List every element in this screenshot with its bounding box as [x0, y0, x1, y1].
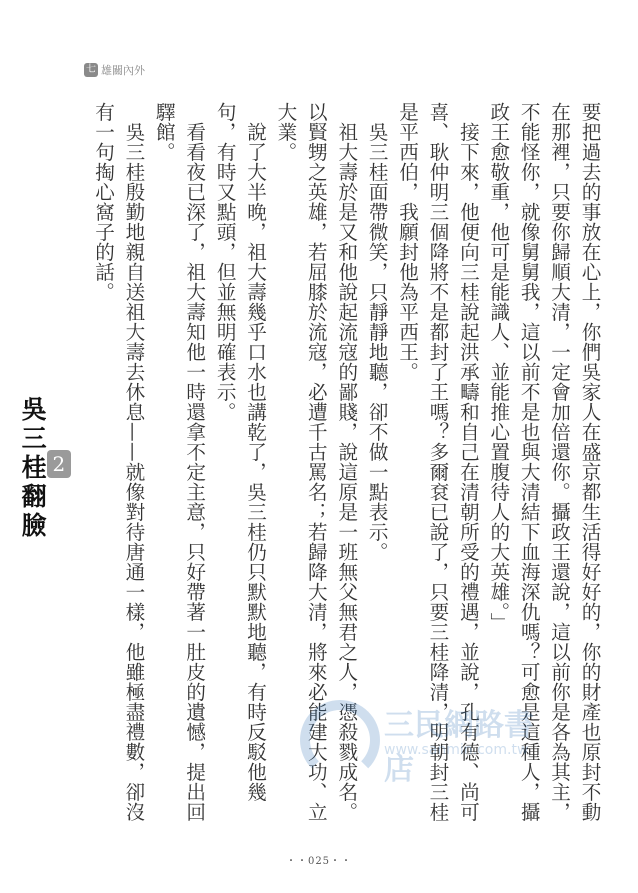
paragraph: 說了大半晚，祖大壽幾乎口水也講乾了，吳三桂仍只默默地聽，有時反駁他幾句，有時又點頭，但並無明確表示。	[213, 102, 267, 802]
paragraph: 要把過去的事放在心上，你們吳家人在盛京都生活得好好的，你的財產也原封不動在那裡，只要你歸順大清，一定會加倍還你。攝政王還說，這以前你是各為其主，不能怪你，就像舅舅我，這以前不是也與大清結下血海深仇嗎？可愈是這種人，攝政王愈敬重，他可是能識人、並能推心置腹待人的大英雄。」	[486, 102, 601, 822]
paragraph: 吳三桂殷勤地親自送祖大壽去休息——就像對待唐通一樣，他雖極盡禮數，卻沒有一句掏心窩子的話。	[91, 102, 145, 822]
section-number-badge: 2	[47, 450, 71, 478]
chapter-badge: 七	[86, 64, 96, 75]
paragraph: 吳三桂面帶微笑，只靜靜地聽，卻不做一點表示。	[365, 121, 389, 562]
section-title: 吳三桂翻臉	[18, 395, 48, 541]
watermark-url: www.sanmin.com.tw	[384, 742, 529, 758]
vertical-text-body	[18, 102, 604, 834]
page-number: ・・025・・	[285, 856, 353, 867]
running-head	[84, 62, 145, 78]
watermark-name: 三民網路書店	[384, 708, 534, 787]
paragraph: 祖大壽於是又和他說起流寇的鄙賤，說這原是一班無父無君之人，憑殺戮成名。以賢甥之英雄，若屈膝於流寇，必遭千古罵名；若歸降大清，將來必能建大功、立大業。	[273, 102, 358, 822]
chapter-title: 雄關內外	[101, 64, 145, 77]
paragraph: 看看夜已深了，祖大壽知他一時還拿不定主意，只好帶著一肚皮的遺憾，提出回驛館。	[152, 102, 206, 822]
section-heading	[17, 102, 71, 834]
paragraph: 接下來，他便向三桂說起洪承疇和自己在清朝所受的禮遇，並說，孔有德、尚可喜、耿仲明三個降將不是都封了王嗎？多爾袞已說了，只要三桂降清，明朝封三桂是平西伯，我願封他為平西王。	[395, 102, 480, 822]
